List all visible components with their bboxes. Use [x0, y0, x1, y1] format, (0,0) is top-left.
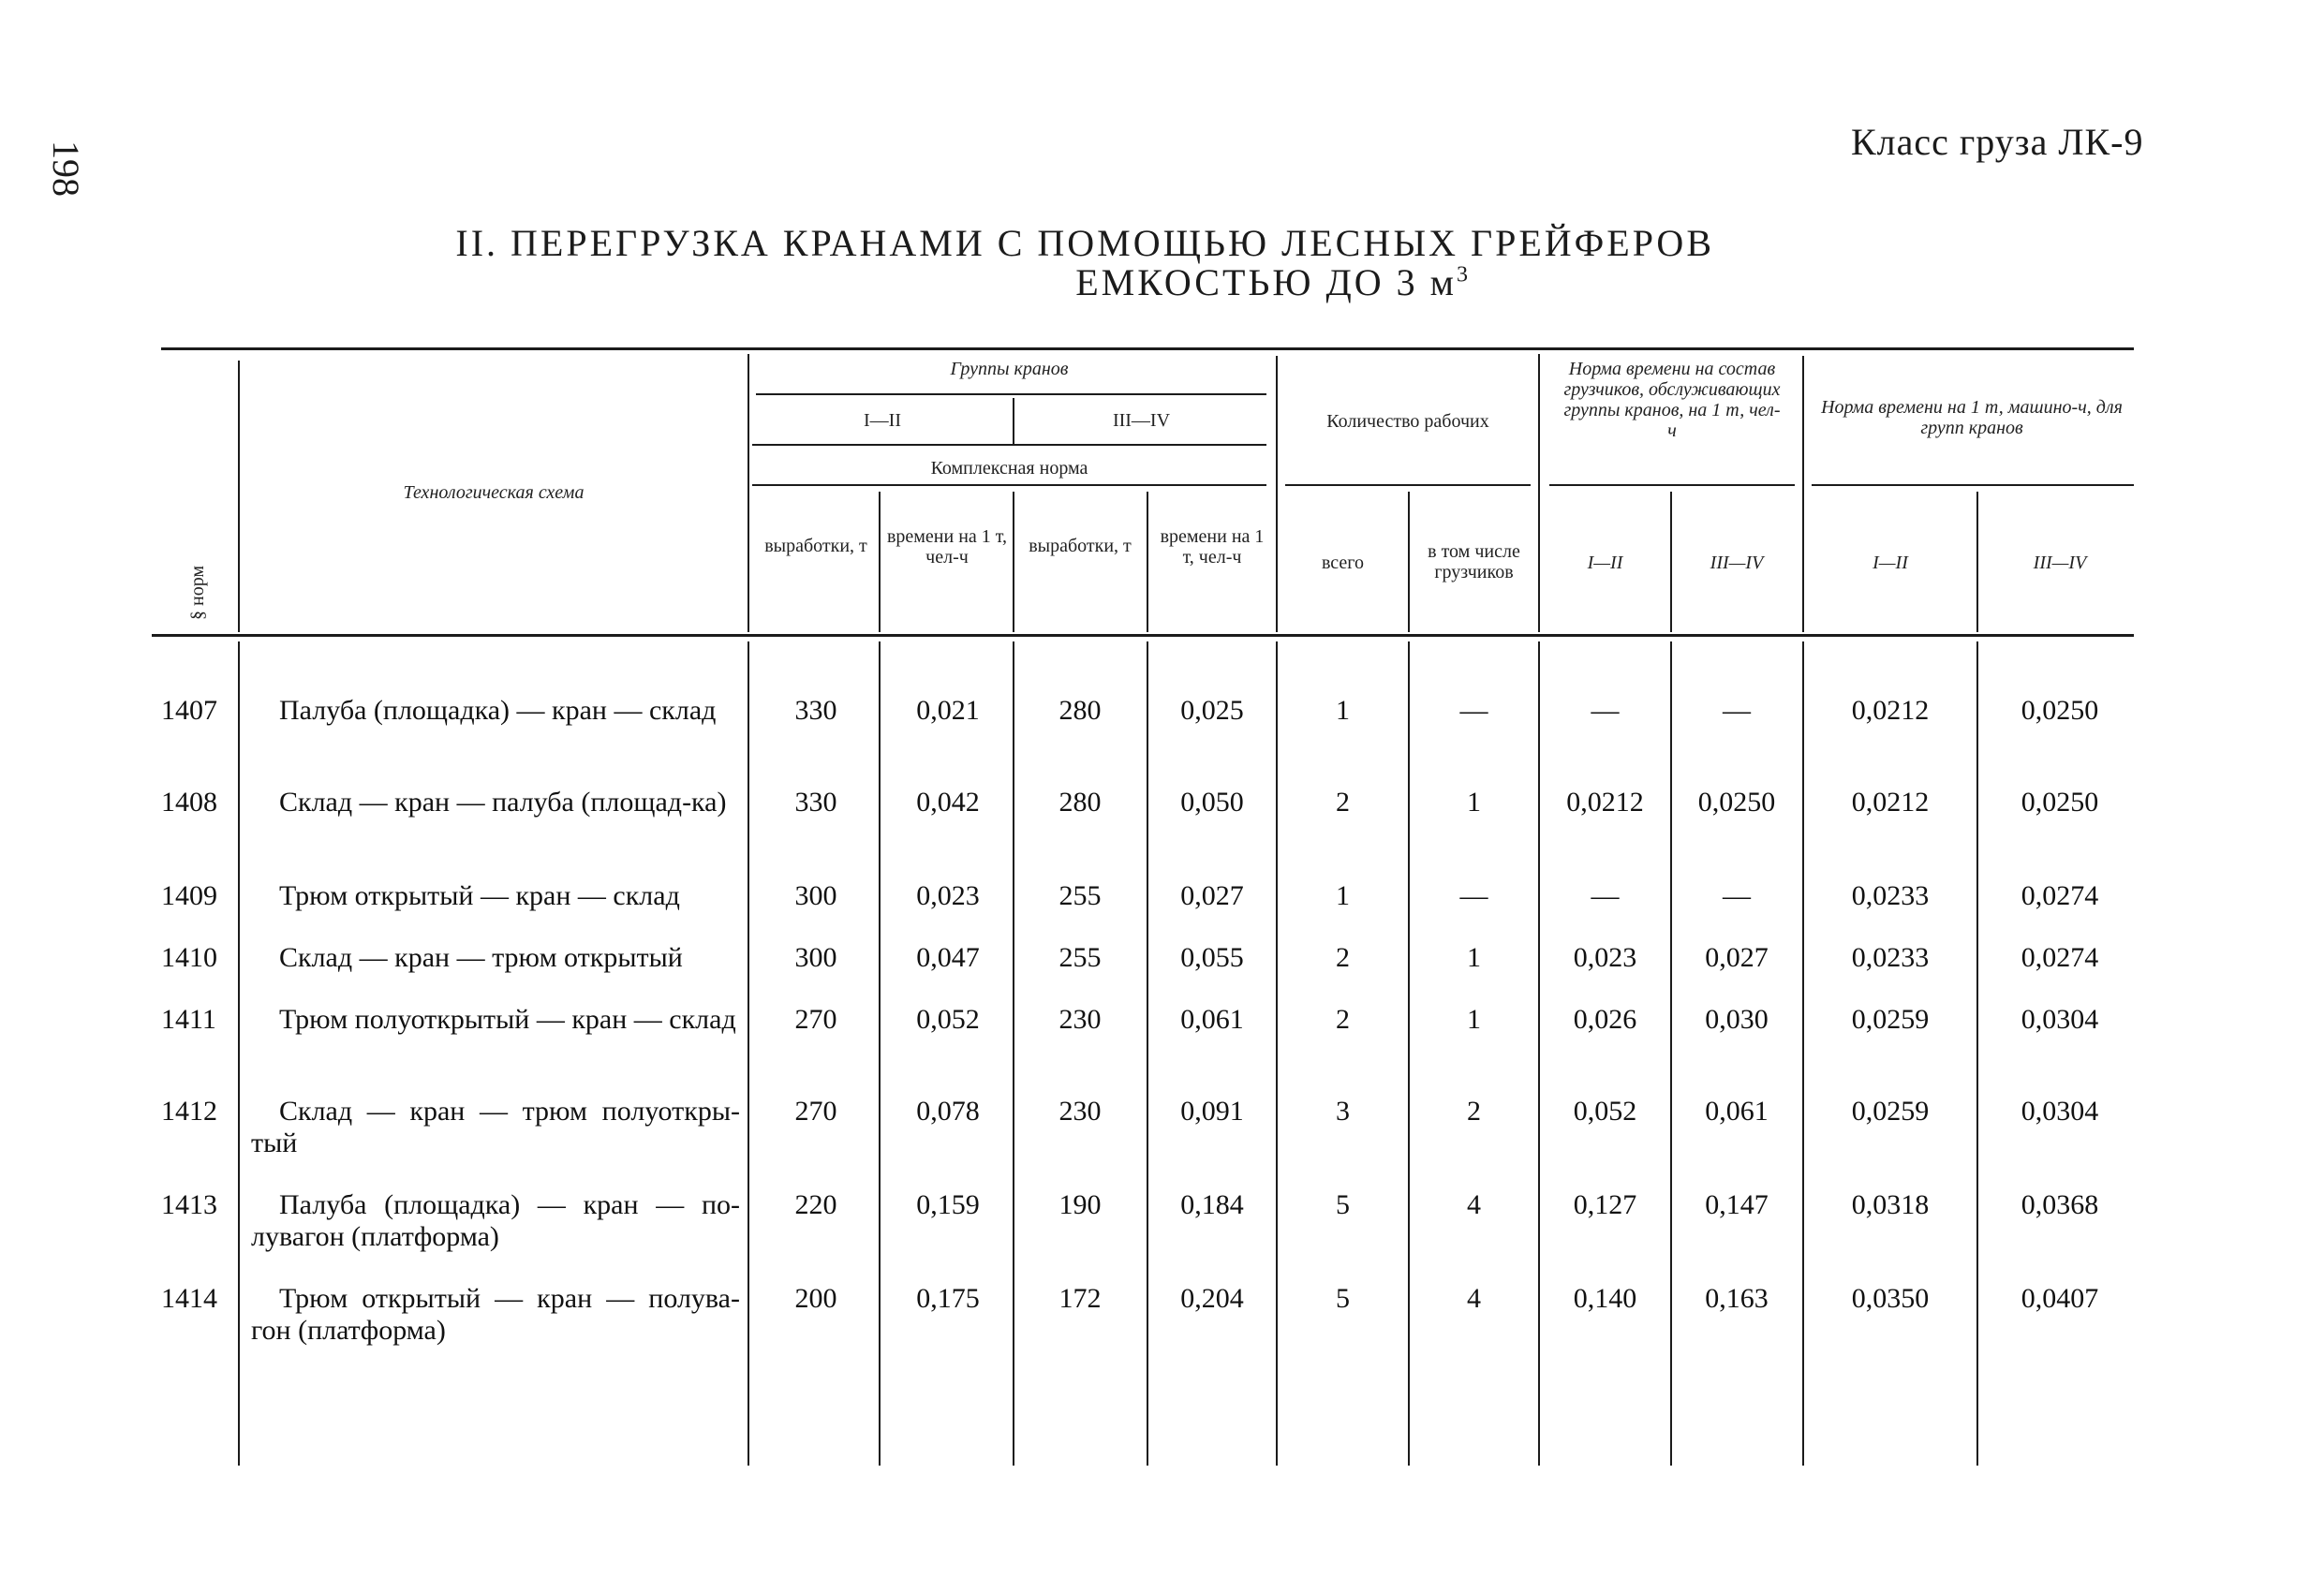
header-group-3-4: III—IV	[1112, 410, 1171, 431]
body-rule-4	[1013, 641, 1014, 1466]
cell-m12: 0,0212	[1851, 695, 1930, 726]
col-rule-5	[1013, 492, 1014, 632]
cell-l34: 0,163	[1705, 1283, 1769, 1314]
header-crane-groups: Группы кранов	[950, 359, 1069, 379]
subheader-rule-left	[752, 484, 1266, 486]
body-rule-6	[1276, 641, 1278, 1466]
technological-scheme: Склад — кран — палуба (площад-ка)	[279, 787, 727, 818]
col-rule-7	[1276, 356, 1278, 632]
cell-m34: 0,0250	[2021, 695, 2099, 726]
cell-loaders: 1	[1467, 942, 1481, 973]
technological-scheme: Палуба (площадка) — кран — по-лувагон (платформа)	[251, 1189, 740, 1252]
header-workers-count: Количество рабочих	[1326, 411, 1489, 432]
subheader-rule-workers	[1285, 484, 1531, 486]
body-rule-10	[1802, 641, 1804, 1466]
cell-o12: 270	[794, 1096, 837, 1127]
col-rule-6	[1147, 492, 1148, 632]
cell-t34: 0,025	[1180, 695, 1244, 726]
cell-t34: 0,184	[1180, 1189, 1244, 1220]
cell-m34: 0,0250	[2021, 787, 2099, 818]
cell-o34: 230	[1058, 1096, 1102, 1127]
cell-m12: 0,0318	[1851, 1189, 1930, 1220]
header-output-1-2: выработки, т	[764, 536, 867, 556]
cell-m12: 0,0212	[1851, 787, 1930, 818]
header-group-1-2: I—II	[864, 410, 901, 431]
body-rule-3	[879, 641, 881, 1466]
body-rule-1	[238, 641, 240, 1466]
body-rule-8	[1538, 641, 1540, 1466]
section-title-superscript: 3	[1457, 262, 1471, 287]
section-title-line-1: II. ПЕРЕГРУЗКА КРАНАМИ С ПОМОЩЬЮ ЛЕСНЫХ ГРЕЙФЕРОВ	[455, 222, 1714, 264]
cell-m12: 0,0233	[1851, 942, 1930, 973]
cell-l34: 0,061	[1705, 1096, 1769, 1127]
col-rule-2	[748, 354, 749, 632]
col-rule-11	[1802, 356, 1804, 632]
norm-number: 1411	[161, 1004, 216, 1035]
cell-m12: 0,0259	[1851, 1004, 1930, 1035]
body-rule-11	[1976, 641, 1978, 1466]
subheader-rule-machine	[1812, 484, 2134, 486]
cell-t12: 0,078	[916, 1096, 980, 1127]
col-rule-10	[1670, 492, 1672, 632]
complex-norm-rule	[752, 444, 1266, 446]
cell-total: 5	[1336, 1189, 1350, 1220]
cell-o34: 172	[1058, 1283, 1102, 1314]
cell-t12: 0,042	[916, 787, 980, 818]
cell-o12: 220	[794, 1189, 837, 1220]
cell-l34: 0,0250	[1697, 787, 1776, 818]
header-norm-no: § норм	[187, 565, 208, 620]
cell-l34: 0,027	[1705, 942, 1769, 973]
subheader-rule-loaders	[1549, 484, 1795, 486]
norm-number: 1407	[161, 695, 217, 726]
cell-t34: 0,050	[1180, 787, 1244, 818]
cell-t12: 0,047	[916, 942, 980, 973]
cell-t34: 0,061	[1180, 1004, 1244, 1035]
header-time-3-4: времени на 1 т, чел-ч	[1160, 526, 1265, 568]
body-rule-9	[1670, 641, 1672, 1466]
header-loaders-g12: I—II	[1587, 553, 1623, 573]
header-machine-norm: Норма времени на 1 т, машино-ч, для групп кранов	[1821, 397, 2123, 438]
cell-m34: 0,0274	[2021, 942, 2099, 973]
cell-l12: 0,127	[1573, 1189, 1637, 1220]
col-rule-3	[1013, 398, 1014, 445]
cell-total: 2	[1336, 787, 1350, 818]
cell-m34: 0,0304	[2021, 1004, 2099, 1035]
cell-l34: 0,147	[1705, 1189, 1769, 1220]
cell-m12: 0,0350	[1851, 1283, 1930, 1314]
cell-o34: 255	[1058, 942, 1102, 973]
cell-o12: 300	[794, 880, 837, 911]
cell-loaders: —	[1459, 695, 1488, 726]
cell-o12: 330	[794, 787, 837, 818]
cell-t12: 0,175	[916, 1283, 980, 1314]
norm-number: 1414	[161, 1283, 217, 1314]
norm-number: 1408	[161, 787, 217, 818]
cell-total: 2	[1336, 942, 1350, 973]
header-machine-g12: I—II	[1873, 553, 1908, 573]
cell-m34: 0,0274	[2021, 880, 2099, 911]
technological-scheme: Трюм полуоткрытый — кран — склад	[279, 1004, 736, 1035]
technological-scheme: Палуба (площадка) — кран — склад	[279, 695, 717, 726]
cell-o34: 280	[1058, 787, 1102, 818]
col-rule-12	[1976, 492, 1978, 632]
header-bottom-rule	[152, 634, 2134, 637]
cell-l34: —	[1723, 695, 1751, 726]
cell-t34: 0,027	[1180, 880, 1244, 911]
cell-m34: 0,0407	[2021, 1283, 2099, 1314]
cell-t34: 0,091	[1180, 1096, 1244, 1127]
cell-l12: —	[1591, 880, 1620, 911]
cell-o12: 270	[794, 1004, 837, 1035]
cell-l12: 0,026	[1573, 1004, 1637, 1035]
technological-scheme: Трюм открытый — кран — полува-гон (платформа)	[251, 1283, 740, 1346]
body-rule-7	[1408, 641, 1410, 1466]
norm-number: 1413	[161, 1189, 217, 1220]
header-workers-total: всего	[1321, 553, 1365, 573]
cell-loaders: 1	[1467, 787, 1481, 818]
header-output-3-4: выработки, т	[1029, 536, 1132, 556]
cell-l12: 0,023	[1573, 942, 1637, 973]
cell-o34: 255	[1058, 880, 1102, 911]
cell-l12: 0,052	[1573, 1096, 1637, 1127]
col-rule-1	[238, 361, 240, 632]
cell-o12: 330	[794, 695, 837, 726]
cell-o34: 230	[1058, 1004, 1102, 1035]
header-incl-loaders: в том числе грузчиков	[1428, 541, 1520, 582]
norm-number: 1412	[161, 1096, 217, 1127]
cell-o12: 300	[794, 942, 837, 973]
cell-t12: 0,023	[916, 880, 980, 911]
cell-t34: 0,055	[1180, 942, 1244, 973]
cell-total: 5	[1336, 1283, 1350, 1314]
cell-l34: 0,030	[1705, 1004, 1769, 1035]
cell-o34: 280	[1058, 695, 1102, 726]
section-title-line-2-text: ЕМКОСТЬЮ ДО 3 м	[1075, 261, 1457, 303]
header-loaders-norm: Норма времени на состав грузчиков, обслуживающих группы кранов, на 1 т, чел-ч	[1563, 359, 1781, 441]
body-rule-2	[748, 641, 749, 1466]
cell-total: 1	[1336, 880, 1350, 911]
header-machine-g34: III—IV	[2033, 553, 2087, 573]
technological-scheme: Трюм открытый — кран — склад	[279, 880, 680, 911]
cell-l12: 0,140	[1573, 1283, 1637, 1314]
technological-scheme: Склад — кран — трюм открытый	[279, 942, 683, 973]
page-number: 198	[45, 140, 87, 197]
header-scheme: Технологическая схема	[403, 482, 585, 503]
norm-number: 1410	[161, 942, 217, 973]
cell-t34: 0,204	[1180, 1283, 1244, 1314]
cell-loaders: 1	[1467, 1004, 1481, 1035]
header-loaders-g34: III—IV	[1710, 553, 1764, 573]
cell-loaders: 4	[1467, 1283, 1481, 1314]
cell-m34: 0,0368	[2021, 1189, 2099, 1220]
cargo-class-label: Класс груза ЛК-9	[1851, 121, 2144, 163]
cell-o34: 190	[1058, 1189, 1102, 1220]
crane-groups-rule	[756, 393, 1266, 395]
col-rule-9	[1538, 354, 1540, 632]
norm-number: 1409	[161, 880, 217, 911]
cell-o12: 200	[794, 1283, 837, 1314]
cell-t12: 0,159	[916, 1189, 980, 1220]
cell-m34: 0,0304	[2021, 1096, 2099, 1127]
body-rule-5	[1147, 641, 1148, 1466]
cell-m12: 0,0233	[1851, 880, 1930, 911]
col-rule-4	[879, 492, 881, 632]
cell-t12: 0,021	[916, 695, 980, 726]
table-top-rule	[161, 347, 2134, 350]
cell-l34: —	[1723, 880, 1751, 911]
technological-scheme: Склад — кран — трюм полуоткры-тый	[251, 1096, 740, 1158]
cell-total: 2	[1336, 1004, 1350, 1035]
header-complex-norm: Комплексная норма	[930, 458, 1088, 479]
cell-total: 3	[1336, 1096, 1350, 1127]
cell-t12: 0,052	[916, 1004, 980, 1035]
header-time-1-2: времени на 1 т, чел-ч	[886, 526, 1008, 568]
cell-loaders: 2	[1467, 1096, 1481, 1127]
cell-l12: 0,0212	[1566, 787, 1644, 818]
cell-loaders: —	[1459, 880, 1488, 911]
cell-m12: 0,0259	[1851, 1096, 1930, 1127]
cell-l12: —	[1591, 695, 1620, 726]
cell-total: 1	[1336, 695, 1350, 726]
cell-loaders: 4	[1467, 1189, 1481, 1220]
